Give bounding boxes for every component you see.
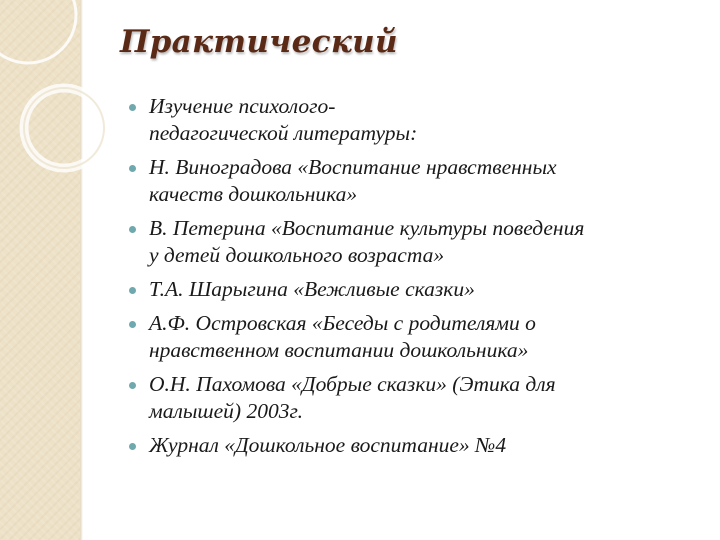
slide-title: Практический (120, 24, 398, 60)
list-item-line: А.Ф. Островская «Беседы с родителями о (149, 311, 536, 335)
list-item-line: малышей) 2003г. (149, 399, 303, 423)
bullet-icon (129, 443, 136, 450)
bullet-list (126, 93, 706, 466)
list-item (126, 371, 706, 425)
list-item (126, 276, 706, 303)
list-item-line: качеств дошкольника» (149, 182, 358, 206)
bullet-icon (129, 287, 136, 294)
bullet-icon (129, 382, 136, 389)
list-item (126, 215, 706, 269)
list-item (126, 154, 706, 208)
list-item-line: педагогической литературы: (149, 121, 418, 145)
list-item (126, 310, 706, 364)
list-item (126, 432, 706, 459)
list-item-line: О.Н. Пахомова «Добрые сказки» (Этика для (149, 372, 556, 396)
list-item-line: у детей дошкольного возраста» (149, 243, 445, 267)
list-item-line: Журнал «Дошкольное воспитание» №4 (149, 433, 507, 457)
list-item-line: Т.А. Шарыгина «Вежливые сказки» (149, 277, 475, 301)
bullet-icon (129, 226, 136, 233)
bullet-icon (129, 321, 136, 328)
list-item-line: Изучение психолого- (149, 94, 336, 118)
bullet-icon (129, 165, 136, 172)
list-item-line: нравственном воспитании дошкольника» (149, 338, 529, 362)
list-item-line: В. Петерина «Воспитание культуры поведения (149, 216, 585, 240)
list-item-line: Н. Виноградова «Воспитание нравственных (149, 155, 557, 179)
list-item (126, 93, 706, 147)
bullet-icon (129, 104, 136, 111)
